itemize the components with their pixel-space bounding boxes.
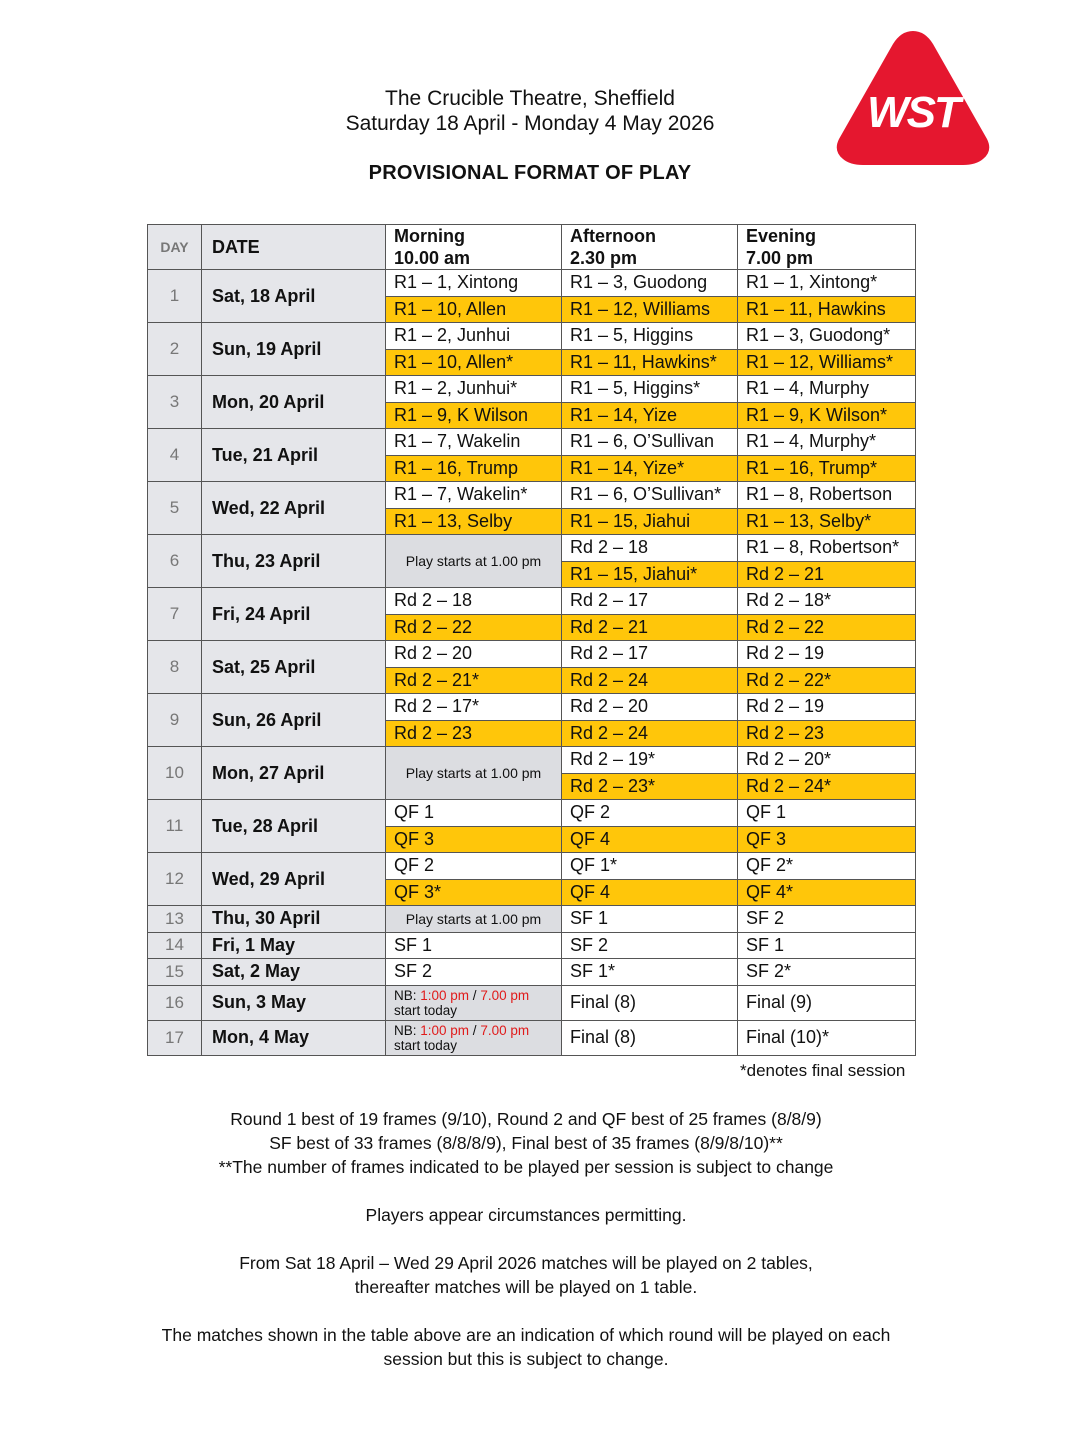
- date-cell: Mon, 20 April: [202, 376, 386, 429]
- logo-text: WST: [867, 88, 959, 137]
- morning-session: QF 3*: [386, 879, 562, 906]
- evening-session: Rd 2 – 21: [738, 561, 916, 588]
- note-text: NB:: [394, 1022, 421, 1038]
- evening-session: Rd 2 – 24*: [738, 773, 916, 800]
- schedule-row: [148, 1020, 916, 1055]
- day-number: 1: [148, 270, 202, 323]
- afternoon-session: R1 – 6, O’Sullivan: [562, 429, 738, 456]
- evening-session: SF 1: [738, 932, 916, 959]
- evening-session: R1 – 8, Robertson*: [738, 535, 916, 562]
- start-note-line: [394, 988, 561, 1003]
- page-title: PROVISIONAL FORMAT OF PLAY: [368, 162, 692, 184]
- day-number: 10: [148, 747, 202, 800]
- afternoon-session: R1 – 5, Higgins*: [562, 376, 738, 403]
- afternoon-session: QF 2: [562, 800, 738, 827]
- morning-note: Play starts at 1.00 pm: [386, 906, 562, 933]
- afternoon-header: [562, 225, 738, 270]
- header-row: [148, 225, 916, 270]
- note-text: /: [469, 1022, 481, 1038]
- evening-label: Evening: [746, 226, 817, 246]
- morning-note: [386, 1020, 562, 1055]
- morning-session: SF 2: [386, 959, 562, 986]
- schedule-row: [148, 906, 916, 933]
- schedule-row: [148, 959, 916, 986]
- day-number: 7: [148, 588, 202, 641]
- note-text: start today: [394, 1002, 458, 1018]
- afternoon-session: SF 1*: [562, 959, 738, 986]
- morning-session: R1 – 13, Selby: [386, 508, 562, 535]
- date-cell: Sat, 25 April: [202, 641, 386, 694]
- footnote: *denotes final session: [740, 1061, 906, 1080]
- evening-session: QF 1: [738, 800, 916, 827]
- evening-session: QF 4*: [738, 879, 916, 906]
- afternoon-session: QF 1*: [562, 853, 738, 880]
- frames-line-1: Round 1 best of 19 frames (9/10), Round 2 and QF best of 25 frames (8/8/9): [230, 1109, 822, 1129]
- afternoon-session: Rd 2 – 17: [562, 641, 738, 668]
- date-cell: Sat, 18 April: [202, 270, 386, 323]
- start-time: 1:00 pm: [420, 987, 470, 1003]
- afternoon-session: SF 2: [562, 932, 738, 959]
- disclaimer-line-2: session but this is subject to change.: [383, 1349, 669, 1369]
- afternoon-session: Rd 2 – 20: [562, 694, 738, 721]
- morning-time: 10.00 am: [394, 248, 471, 268]
- schedule-row: [148, 588, 916, 615]
- disclaimer-line-1: The matches shown in the table above are an indication of which round will be played on each: [161, 1325, 891, 1345]
- afternoon-session: Rd 2 – 21: [562, 614, 738, 641]
- date-cell: Wed, 29 April: [202, 853, 386, 906]
- schedule-row: [148, 270, 916, 297]
- evening-session: Final (9): [738, 985, 916, 1020]
- morning-session: R1 – 9, K Wilson: [386, 402, 562, 429]
- afternoon-session: Final (8): [562, 1020, 738, 1055]
- evening-session: R1 – 16, Trump*: [738, 455, 916, 482]
- evening-session: R1 – 4, Murphy: [738, 376, 916, 403]
- tables-note: [0, 1251, 1052, 1299]
- date-cell: Fri, 1 May: [202, 932, 386, 959]
- morning-session: SF 1: [386, 932, 562, 959]
- day-number: 16: [148, 985, 202, 1020]
- morning-session: Rd 2 – 21*: [386, 667, 562, 694]
- schedule-row: [148, 800, 916, 827]
- day-number: 2: [148, 323, 202, 376]
- schedule-row: [148, 641, 916, 668]
- venue-title: The Crucible Theatre, Sheffield: [385, 87, 675, 110]
- schedule-row: [148, 323, 916, 350]
- morning-session: R1 – 2, Junhui*: [386, 376, 562, 403]
- morning-session: Rd 2 – 17*: [386, 694, 562, 721]
- morning-session: Rd 2 – 23: [386, 720, 562, 747]
- schedule-row: [148, 694, 916, 721]
- afternoon-session: Rd 2 – 18: [562, 535, 738, 562]
- day-number: 9: [148, 694, 202, 747]
- date-cell: Sun, 26 April: [202, 694, 386, 747]
- date-cell: Mon, 27 April: [202, 747, 386, 800]
- frames-line-3: **The number of frames indicated to be played per session is subject to change: [218, 1157, 834, 1177]
- morning-session: Rd 2 – 20: [386, 641, 562, 668]
- afternoon-session: R1 – 6, O’Sullivan*: [562, 482, 738, 509]
- morning-note: [386, 985, 562, 1020]
- afternoon-session: R1 – 5, Higgins: [562, 323, 738, 350]
- date-header: DATE: [202, 225, 386, 270]
- date-cell: Tue, 21 April: [202, 429, 386, 482]
- morning-note: Play starts at 1.00 pm: [386, 747, 562, 800]
- event-dates: Saturday 18 April - Monday 4 May 2026: [345, 112, 715, 135]
- date-cell: Sun, 3 May: [202, 985, 386, 1020]
- schedule-row: [148, 985, 916, 1020]
- schedule-table: [147, 224, 916, 1056]
- afternoon-session: R1 – 14, Yize: [562, 402, 738, 429]
- date-cell: Tue, 28 April: [202, 800, 386, 853]
- day-number: 6: [148, 535, 202, 588]
- morning-note: Play starts at 1.00 pm: [386, 535, 562, 588]
- frames-line-2: SF best of 33 frames (8/8/8/9), Final best of 35 frames (8/9/8/10)**: [269, 1133, 783, 1153]
- schedule-row: [148, 535, 916, 562]
- afternoon-session: R1 – 11, Hawkins*: [562, 349, 738, 376]
- morning-session: R1 – 2, Junhui: [386, 323, 562, 350]
- morning-session: QF 3: [386, 826, 562, 853]
- morning-session: Rd 2 – 22: [386, 614, 562, 641]
- disclaimer-note: [0, 1323, 1052, 1371]
- schedule-row: [148, 853, 916, 880]
- evening-session: SF 2: [738, 906, 916, 933]
- morning-header: [386, 225, 562, 270]
- evening-session: R1 – 12, Williams*: [738, 349, 916, 376]
- schedule-row: [148, 747, 916, 774]
- evening-session: QF 2*: [738, 853, 916, 880]
- afternoon-session: R1 – 15, Jiahui*: [562, 561, 738, 588]
- tables-line-2: thereafter matches will be played on 1 table.: [354, 1277, 698, 1297]
- afternoon-session: Rd 2 – 23*: [562, 773, 738, 800]
- morning-session: Rd 2 – 18: [386, 588, 562, 615]
- day-number: 13: [148, 906, 202, 933]
- date-cell: Sat, 2 May: [202, 959, 386, 986]
- evening-session: Rd 2 – 22*: [738, 667, 916, 694]
- date-cell: Fri, 24 April: [202, 588, 386, 641]
- afternoon-session: R1 – 12, Williams: [562, 296, 738, 323]
- start-time: 7.00 pm: [480, 987, 530, 1003]
- afternoon-session: Rd 2 – 17: [562, 588, 738, 615]
- date-cell: Thu, 30 April: [202, 906, 386, 933]
- schedule-row: [148, 932, 916, 959]
- evening-session: SF 2*: [738, 959, 916, 986]
- evening-session: R1 – 13, Selby*: [738, 508, 916, 535]
- schedule-body: [148, 270, 916, 1056]
- afternoon-session: SF 1: [562, 906, 738, 933]
- day-number: 11: [148, 800, 202, 853]
- evening-header: [738, 225, 916, 270]
- note-text: NB:: [394, 987, 421, 1003]
- afternoon-session: R1 – 15, Jiahui: [562, 508, 738, 535]
- morning-session: R1 – 1, Xintong: [386, 270, 562, 297]
- evening-session: Rd 2 – 23: [738, 720, 916, 747]
- evening-session: R1 – 9, K Wilson*: [738, 402, 916, 429]
- schedule-row: [148, 376, 916, 403]
- frames-info: [0, 1107, 1052, 1179]
- afternoon-session: Final (8): [562, 985, 738, 1020]
- day-header: DAY: [148, 225, 202, 270]
- afternoon-label: Afternoon: [570, 226, 656, 246]
- schedule-row: [148, 482, 916, 509]
- morning-session: R1 – 16, Trump: [386, 455, 562, 482]
- evening-session: Rd 2 – 19: [738, 694, 916, 721]
- day-number: 14: [148, 932, 202, 959]
- morning-session: R1 – 7, Wakelin: [386, 429, 562, 456]
- day-number: 15: [148, 959, 202, 986]
- note-text: start today: [394, 1037, 458, 1053]
- morning-session: R1 – 10, Allen*: [386, 349, 562, 376]
- morning-session: QF 2: [386, 853, 562, 880]
- date-cell: Thu, 23 April: [202, 535, 386, 588]
- evening-session: R1 – 4, Murphy*: [738, 429, 916, 456]
- evening-session: R1 – 8, Robertson: [738, 482, 916, 509]
- day-number: 8: [148, 641, 202, 694]
- start-time: 1:00 pm: [420, 1022, 470, 1038]
- afternoon-session: R1 – 14, Yize*: [562, 455, 738, 482]
- start-note-line: [394, 1023, 561, 1038]
- date-cell: Wed, 22 April: [202, 482, 386, 535]
- day-number: 5: [148, 482, 202, 535]
- wst-logo: [833, 27, 993, 169]
- morning-session: R1 – 7, Wakelin*: [386, 482, 562, 509]
- afternoon-session: QF 4: [562, 826, 738, 853]
- evening-session: Rd 2 – 22: [738, 614, 916, 641]
- day-number: 4: [148, 429, 202, 482]
- evening-session: R1 – 3, Guodong*: [738, 323, 916, 350]
- morning-session: QF 1: [386, 800, 562, 827]
- evening-session: Final (10)*: [738, 1020, 916, 1055]
- evening-session: Rd 2 – 20*: [738, 747, 916, 774]
- start-time: 7.00 pm: [480, 1022, 530, 1038]
- afternoon-time: 2.30 pm: [570, 248, 638, 268]
- evening-session: QF 3: [738, 826, 916, 853]
- morning-label: Morning: [394, 226, 465, 246]
- evening-time: 7.00 pm: [746, 248, 814, 268]
- afternoon-session: R1 – 3, Guodong: [562, 270, 738, 297]
- evening-session: R1 – 1, Xintong*: [738, 270, 916, 297]
- tables-line-1: From Sat 18 April – Wed 29 April 2026 matches will be played on 2 tables,: [239, 1253, 813, 1273]
- evening-session: Rd 2 – 18*: [738, 588, 916, 615]
- afternoon-session: Rd 2 – 24: [562, 667, 738, 694]
- players-note: Players appear circumstances permitting.: [365, 1205, 687, 1225]
- date-cell: Mon, 4 May: [202, 1020, 386, 1055]
- day-number: 17: [148, 1020, 202, 1055]
- day-number: 12: [148, 853, 202, 906]
- morning-session: R1 – 10, Allen: [386, 296, 562, 323]
- schedule-row: [148, 429, 916, 456]
- afternoon-session: Rd 2 – 24: [562, 720, 738, 747]
- evening-session: Rd 2 – 19: [738, 641, 916, 668]
- note-text: /: [469, 987, 481, 1003]
- afternoon-session: QF 4: [562, 879, 738, 906]
- day-number: 3: [148, 376, 202, 429]
- evening-session: R1 – 11, Hawkins: [738, 296, 916, 323]
- date-cell: Sun, 19 April: [202, 323, 386, 376]
- afternoon-session: Rd 2 – 19*: [562, 747, 738, 774]
